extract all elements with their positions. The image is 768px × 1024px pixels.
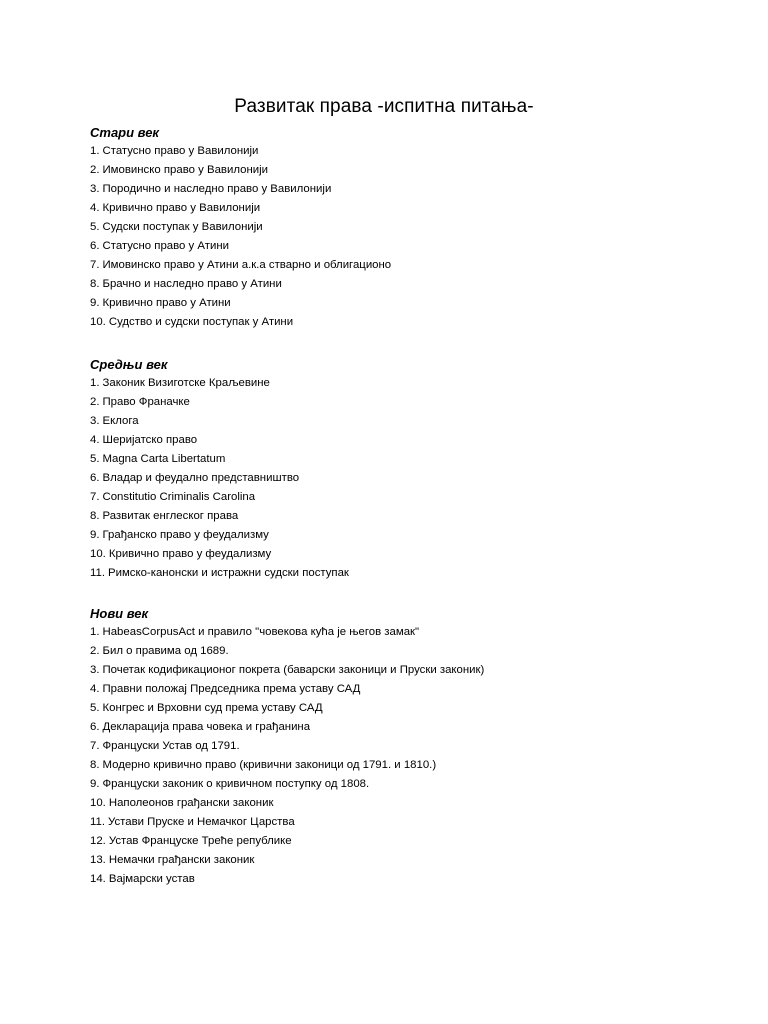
question-number: 5. — [90, 702, 100, 714]
question-item — [90, 642, 730, 661]
question-text: Устави Пруске и Немачког Царства — [108, 816, 295, 828]
question-number: 3. — [90, 183, 100, 195]
question-text: Судски поступак у Вавилонији — [102, 221, 263, 233]
question-item — [90, 507, 730, 526]
question-text: HabeasCorpusAct и правило "човекова кућа је његов замак" — [102, 626, 420, 638]
question-item — [90, 813, 730, 832]
question-text: Почетак кодификационог покрета (баварски законици и Пруски законик) — [102, 664, 485, 676]
question-text: Брачно и наследно право у Атини — [102, 278, 282, 290]
question-text: Шеријатско право — [102, 434, 198, 446]
question-number: 5. — [90, 221, 100, 233]
question-text: Француски законик о кривичном поступку од 1808. — [102, 778, 370, 790]
question-number: 1. — [90, 626, 100, 638]
question-text: Развитак енглеског права — [102, 510, 239, 522]
question-text: Magna Carta Libertatum — [102, 453, 226, 465]
question-text: Право Франачке — [102, 396, 190, 408]
question-number: 14. — [90, 873, 106, 885]
question-item — [90, 275, 730, 294]
question-number: 6. — [90, 240, 100, 252]
question-item — [90, 718, 730, 737]
question-item — [90, 661, 730, 680]
question-text: Кривично право у феудализму — [108, 548, 272, 560]
question-text: Модерно кривично право (кривични законици од 1791. и 1810.) — [102, 759, 437, 771]
question-item — [90, 180, 730, 199]
question-item — [90, 199, 730, 218]
document-title: Развитак права -испитна питања- — [234, 96, 534, 117]
question-item — [90, 526, 730, 545]
question-number: 4. — [90, 683, 100, 695]
question-list — [90, 374, 730, 583]
question-text: Декларација права човека и грађанина — [102, 721, 311, 733]
question-item — [90, 545, 730, 564]
question-number: 7. — [90, 740, 100, 752]
question-item — [90, 737, 730, 756]
question-number: 5. — [90, 453, 100, 465]
question-item — [90, 564, 730, 583]
question-item — [90, 623, 730, 642]
question-number: 1. — [90, 377, 100, 389]
question-number: 7. — [90, 259, 100, 271]
question-item — [90, 313, 730, 332]
question-text: Судство и судски поступак у Атини — [108, 316, 294, 328]
section-heading: Нови век — [90, 606, 149, 621]
question-text: Немачки грађански законик — [108, 854, 255, 866]
question-item — [90, 832, 730, 851]
question-list — [90, 142, 730, 332]
section-heading: Стари век — [90, 125, 160, 140]
question-item — [90, 851, 730, 870]
question-number: 4. — [90, 434, 100, 446]
question-number: 10. — [90, 797, 106, 809]
question-text: Правни положај Председника према уставу САД — [102, 683, 361, 695]
question-item — [90, 794, 730, 813]
question-text: Constitutio Criminalis Carolina — [102, 491, 256, 503]
question-text: Кривично право у Атини — [102, 297, 231, 309]
question-text: Владар и феудално представништво — [102, 472, 300, 484]
question-text: Грађанско право у феудализму — [102, 529, 269, 541]
question-item — [90, 870, 730, 889]
question-text: Имовинско право у Вавилонији — [102, 164, 268, 176]
question-text: Породично и наследно право у Вавилонији — [102, 183, 332, 195]
question-item — [90, 142, 730, 161]
question-text: Римско-канонски и истражни судски поступак — [108, 567, 349, 579]
question-item — [90, 431, 730, 450]
question-text: Законик Визиготске Краљевине — [102, 377, 270, 389]
question-text: Француски Устав од 1791. — [102, 740, 240, 752]
question-item — [90, 469, 730, 488]
question-number: 9. — [90, 529, 100, 541]
question-number: 10. — [90, 548, 106, 560]
question-item — [90, 218, 730, 237]
question-text: Кривично право у Вавилонији — [102, 202, 261, 214]
question-number: 6. — [90, 472, 100, 484]
question-text: Статусно право у Вавилонији — [102, 145, 259, 157]
question-number: 2. — [90, 164, 100, 176]
question-number: 12. — [90, 835, 106, 847]
question-number: 8. — [90, 759, 100, 771]
question-number: 4. — [90, 202, 100, 214]
question-number: 2. — [90, 645, 100, 657]
question-item — [90, 237, 730, 256]
section-ancient-age — [90, 123, 730, 332]
question-number: 3. — [90, 415, 100, 427]
question-number: 11. — [90, 567, 105, 579]
question-item — [90, 374, 730, 393]
question-number: 13. — [90, 854, 106, 866]
question-item — [90, 412, 730, 431]
question-item — [90, 775, 730, 794]
question-list — [90, 623, 730, 889]
question-item — [90, 294, 730, 313]
question-text: Конгрес и Врховни суд према уставу САД — [102, 702, 323, 714]
section-middle-ages — [90, 355, 730, 583]
question-item — [90, 488, 730, 507]
question-number: 9. — [90, 297, 100, 309]
question-text: Наполеонов грађански законик — [108, 797, 274, 809]
section-modern-age — [90, 604, 730, 889]
question-number: 7. — [90, 491, 100, 503]
question-number: 8. — [90, 278, 100, 290]
question-item — [90, 256, 730, 275]
question-item — [90, 450, 730, 469]
question-text: Еклога — [102, 415, 139, 427]
question-number: 6. — [90, 721, 100, 733]
section-heading: Средњи век — [90, 357, 168, 372]
question-number: 8. — [90, 510, 100, 522]
question-number: 9. — [90, 778, 100, 790]
question-item — [90, 699, 730, 718]
question-number: 11. — [90, 816, 105, 828]
question-text: Устав Француске Треће републике — [108, 835, 292, 847]
question-number: 1. — [90, 145, 100, 157]
question-number: 10. — [90, 316, 106, 328]
question-item — [90, 161, 730, 180]
question-number: 3. — [90, 664, 100, 676]
question-item — [90, 756, 730, 775]
question-text: Вајмарски устав — [108, 873, 195, 885]
question-item — [90, 393, 730, 412]
question-number: 2. — [90, 396, 100, 408]
question-item — [90, 680, 730, 699]
question-text: Статусно право у Атини — [102, 240, 229, 252]
question-text: Имовинско право у Атини а.к.а стварно и облигационо — [102, 259, 392, 271]
question-text: Бил о правима од 1689. — [102, 645, 229, 657]
